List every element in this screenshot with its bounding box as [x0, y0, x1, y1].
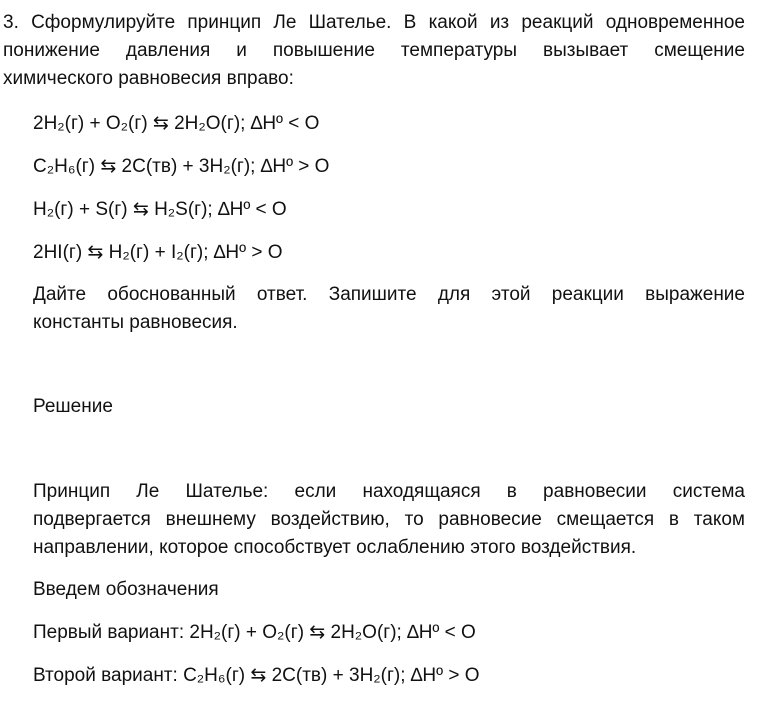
variant-2: Второй вариант: C₂H₆(г) ⇆ 2C(тв) + 3H₂(г); ∆Hº > O: [33, 665, 480, 686]
task-line-1: 3. Сформулируйте принцип Ле Шателье. В какой из реакций одновременное: [3, 12, 745, 33]
notation-heading: Введем обозначения: [33, 579, 219, 600]
reaction-3: H₂(г) + S(г) ⇆ H₂S(г); ∆Hº < O: [33, 199, 287, 220]
task-line-2: понижение давления и повышение температуры вызывает смещение: [3, 40, 745, 61]
instruction-line-2: константы равновесия.: [33, 312, 238, 333]
solution-heading: Решение: [33, 396, 113, 417]
instruction-line-1: Дайте обоснованный ответ. Запишите для этой реакции выражение: [33, 284, 745, 305]
principle-line-1: Принцип Ле Шателье: если находящаяся в равновесии система: [33, 481, 745, 502]
le-chatelier-principle: [33, 478, 745, 562]
principle-line-2: подвергается внешнему воздействию, то равновесие смещается в таком: [33, 509, 745, 530]
reaction-4: 2HI(г) ⇆ H₂(г) + I₂(г); ∆Hº > O: [33, 242, 283, 263]
reaction-1: 2H₂(г) + O₂(г) ⇆ 2H₂O(г); ∆Hº < O: [33, 113, 320, 134]
variant-1: Первый вариант: 2H₂(г) + O₂(г) ⇆ 2H₂O(г); ∆Hº < O: [33, 622, 476, 643]
reaction-2: C₂H₆(г) ⇆ 2C(тв) + 3H₂(г); ∆Hº > O: [33, 156, 330, 177]
task-line-3: химического равновесия вправо:: [3, 68, 294, 89]
task-statement: [3, 9, 745, 93]
principle-line-3: направлении, которое способствует ослаблению этого воздействия.: [33, 537, 637, 558]
instruction: [33, 281, 745, 337]
